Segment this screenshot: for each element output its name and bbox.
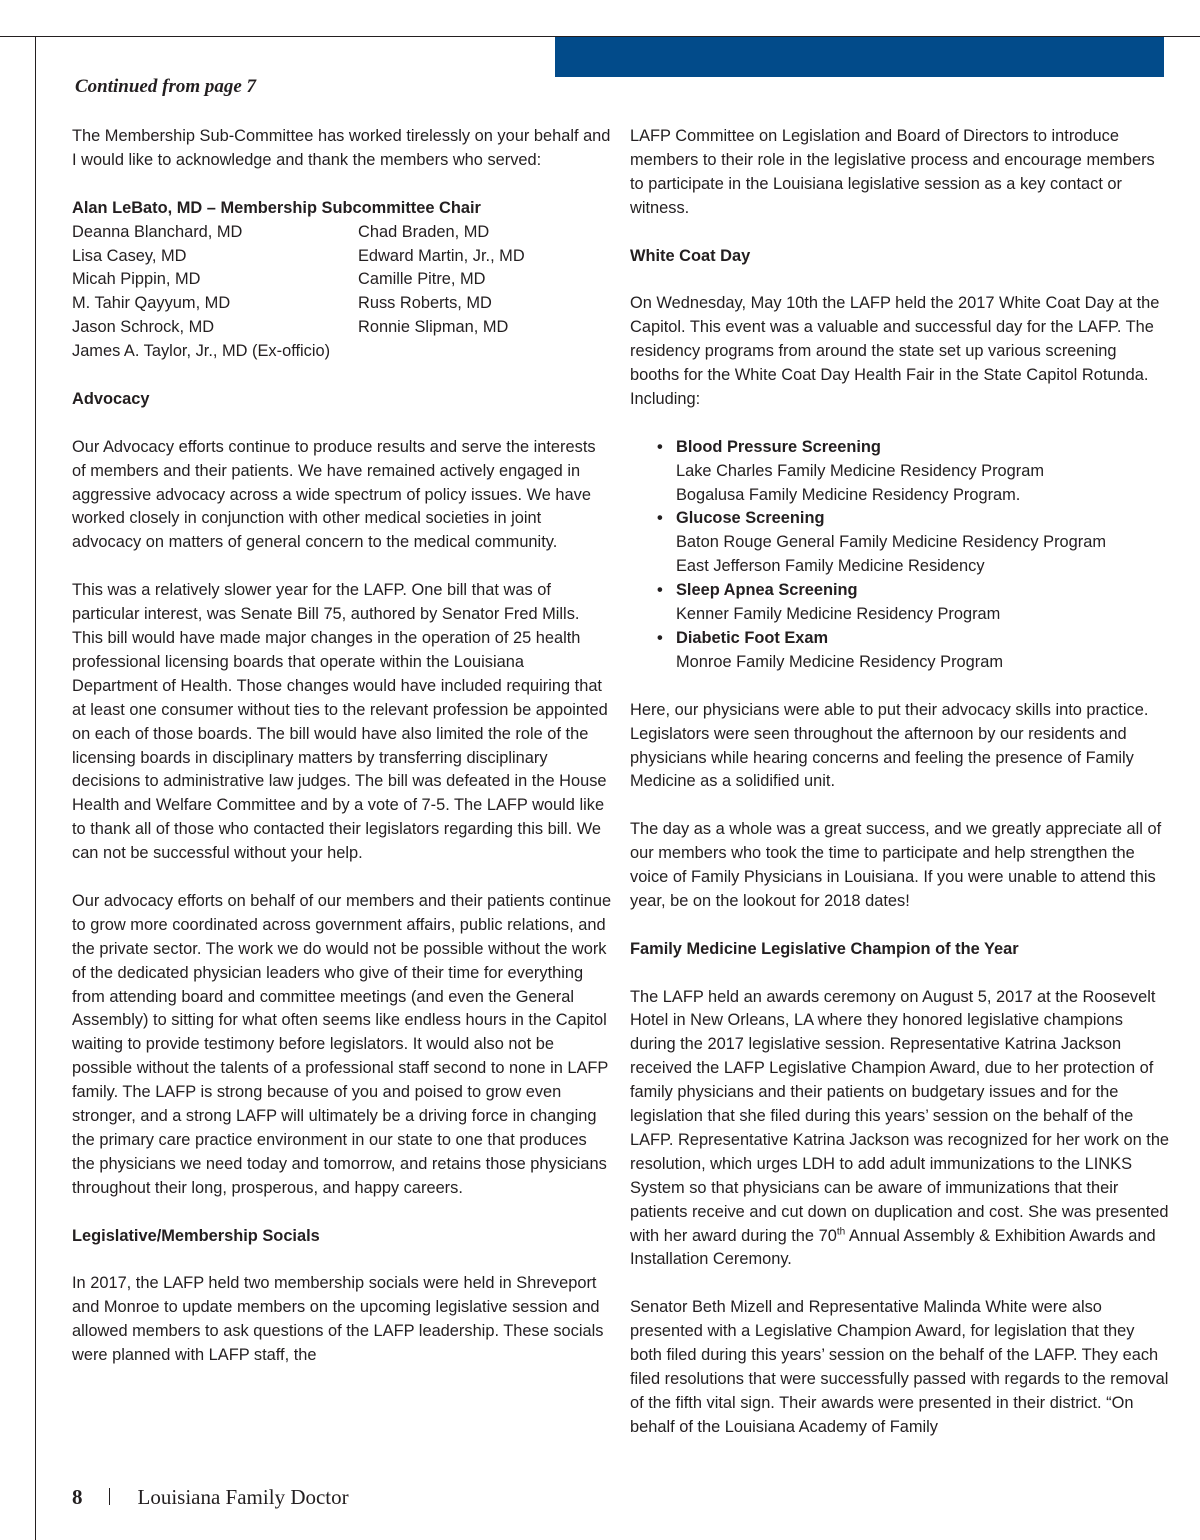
socials-heading: Legislative/Membership Socials [72,1226,320,1245]
bullet-icon: • [657,628,663,647]
member-name: M. Tahir Qayyum, MD [72,294,231,313]
white-coat-day-paragraph: On Wednesday, May 10th the LAFP held the 2017 White Coat Day at the Capitol. This event was a valuable and successful day for the LAFP. The residency programs from around the state set up various screening booths for the White Coat Day Health Fair in the State Capitol Rotunda. Including: [630,294,1160,408]
member-name: Camille Pitre, MD [358,270,486,289]
bullet-icon: • [657,437,663,456]
advocacy-paragraph: This was a relatively slower year for the LAFP. One bill that was of particular interest, was Senate Bill 75, authored by Senator Fred Mills. This bill would have made major changes in the operation of 25 health professional licensing boards that operate within the Louisiana Department of Health. Those changes would have included requiring that at least one consumer without ties to the relevant profession be appointed on each of those boards. The bill would have also limited the role of the licensing boards in disciplinary matters by transferring disciplinary decisions to administrative law judges. The bill was defeated in the House Health and Welfare Committee and by a vote of 7-5. The LAFP would like to thank all of those who contacted their legislators regarding this bill. We can not be successful without your help. [72,581,608,863]
white-coat-day-heading: White Coat Day [630,246,751,265]
right-column [630,125,1170,1440]
ordinal-suffix: th [836,1226,846,1238]
page-footer [72,1485,349,1510]
residency-program: Kenner Family Medicine Residency Program [676,605,1001,624]
champion-text: The LAFP held an awards ceremony on August 5, 2017 at the Roosevelt Hotel in New Orleans, LA where they honored legislative champions during the 2017 legislative session. Representative Katrina Jackson received the LAFP Legislative Champion Award, due to her protection of family physicians and their patients on budgetary issues and for the legislation that she filed during this years’ session on the behalf of the LAFP. Representative Katrina Jackson was recognized for her work on the resolution, which urges LDH to add adult immunizations to the LINKS System so that physicians can be aware of immunizations that their patients receive and cut down on duplication and cost. She was presented with her award during the 70 [630,987,1170,1245]
residency-program: Bogalusa Family Medicine Residency Program. [676,485,1021,504]
member-name: Lisa Casey, MD [72,246,187,265]
advocacy-heading: Advocacy [72,389,150,408]
advocacy-paragraph: Our advocacy efforts on behalf of our members and their patients continue to grow more coordinated across government affairs, public relations, and the private sector. The work we do would not be possible without the work of the dedicated physician leaders who give of their time for everything from attending board and committee meetings (and even the General Assembly) to sitting for what often seems like endless hours in the Capitol waiting to provide testimony before legislators. It would also not be possible without the talents of a professional staff second to none in LAFP family. The LAFP is strong because of you and poised to grow even stronger, and a strong LAFP will ultimately be a driving force in changing the primary care practice environment in our state to one that produces the physicians we need today and tomorrow, and retains those physicians throughout their long, prosperous, and happy careers. [72,891,612,1197]
member-name: Russ Roberts, MD [358,294,492,313]
continued-from-note: Continued from page 7 [75,76,257,97]
white-coat-day-paragraph: The day as a whole was a great success, and we greatly appreciate all of our members who took the time to participate and help strengthen the voice of Family Physicians in Louisiana. If you were unable to attend this year, be on the lookout for 2018 dates! [630,820,1162,910]
residency-program: Lake Charles Family Medicine Residency Program [676,461,1045,480]
left-column [72,125,612,1368]
screening-title: Glucose Screening [676,509,825,528]
member-name: Micah Pippin, MD [72,270,201,289]
subcommittee-chair: Alan LeBato, MD – Membership Subcommittee Chair [72,198,481,217]
member-name: Chad Braden, MD [358,222,490,241]
footer-divider [109,1488,110,1505]
member-name: Deanna Blanchard, MD [72,222,243,241]
page-number: 8 [72,1485,83,1509]
list-item [630,579,1170,627]
member-name: Jason Schrock, MD [72,318,215,337]
champion-text: Annual Assembly & Exhibition Awards and Installation Ceremony. [630,1226,1156,1269]
screening-title: Blood Pressure Screening [676,437,881,456]
screening-title: Diabetic Foot Exam [676,628,829,647]
membership-intro: The Membership Sub-Committee has worked tirelessly on your behalf and I would like to acknowledge and thank the members who served: [72,127,611,169]
header-accent-bar [555,37,1164,77]
member-ex-officio: James A. Taylor, Jr., MD (Ex-officio) [72,342,331,361]
screening-title: Sleep Apnea Screening [676,581,858,600]
white-coat-day-paragraph: Here, our physicians were able to put their advocacy skills into practice. Legislators were seen throughout the afternoon by our residents and physicians while hearing concerns and feeling the presence of Family Medicine as a solidified unit. [630,700,1149,791]
residency-program: East Jefferson Family Medicine Residency [676,557,985,576]
list-item [630,507,1170,579]
bullet-icon: • [657,581,663,600]
champion-paragraph: Senator Beth Mizell and Representative Malinda White were also presented with a Legislative Champion Award, for legislation that they both filed during this years’ session on the behalf of the LAFP. They each filed resolutions that were successfully passed with regards to the removal of the fifth vital sign. Their awards were presented in their district. “On behalf of the Louisiana Academy of Family [630,1298,1169,1436]
residency-program: Monroe Family Medicine Residency Program [676,652,1004,671]
publication-title: Louisiana Family Doctor [137,1485,349,1509]
list-item [630,436,1170,508]
committee-members-list [72,221,612,341]
member-name: Ronnie Slipman, MD [358,318,509,337]
list-item [630,627,1170,675]
left-margin-rule [35,36,36,1540]
bullet-icon: • [657,509,663,528]
socials-paragraph: In 2017, the LAFP held two membership socials were held in Shreveport and Monroe to update members on the upcoming legislative session and allowed members to ask questions of the LAFP leadership. These socials were planned with LAFP staff, the [72,1274,604,1365]
screening-list [630,436,1170,675]
champion-paragraph [630,986,1170,1273]
advocacy-paragraph: Our Advocacy efforts continue to produce results and serve the interests of members and their patients. We have remained actively engaged in aggressive advocacy across a wide spectrum of policy issues. We have worked closely in conjunction with other medical societies in joint advocacy on matters of general concern to the medical community. [72,437,596,552]
legislation-committee-paragraph: LAFP Committee on Legislation and Board of Directors to introduce members to their role in the legislative process and encourage members to participate in the Louisiana legislative session as a key contact or witness. [630,127,1155,217]
champion-heading: Family Medicine Legislative Champion of the Year [630,939,1019,958]
residency-program: Baton Rouge General Family Medicine Residency Program [676,533,1106,552]
member-name: Edward Martin, Jr., MD [358,246,525,265]
